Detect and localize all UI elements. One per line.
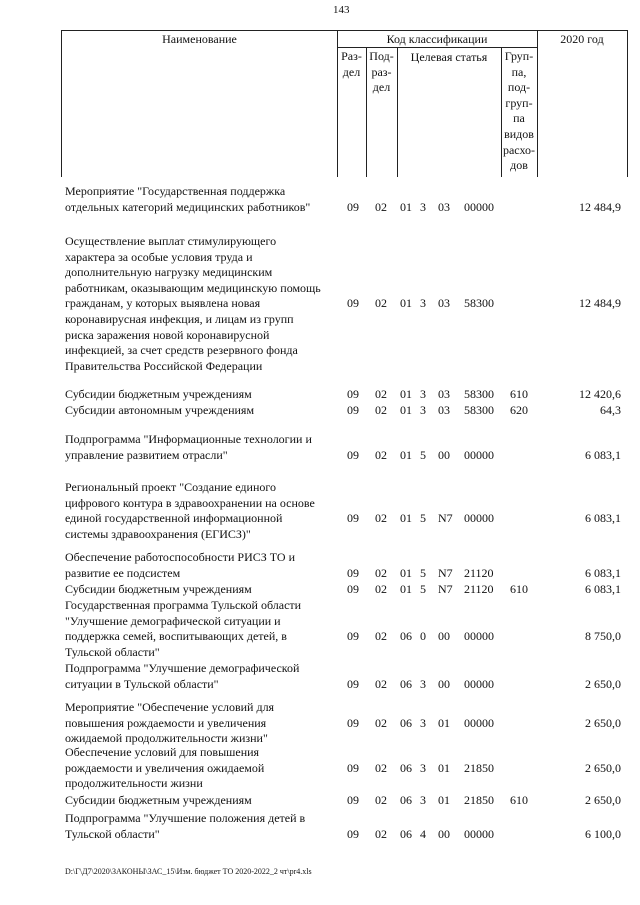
row-code-c2: 5 <box>420 447 426 462</box>
row-code-c4: 21120 <box>464 565 494 580</box>
header-podrazdel <box>366 49 397 96</box>
row-code-c3: N7 <box>438 511 453 526</box>
header-razdel-line: Раз- <box>341 49 362 63</box>
row-amount: 6 083,1 <box>585 447 621 462</box>
row-code-pr: 02 <box>375 403 387 417</box>
row-code-rz: 09 <box>347 793 359 807</box>
row-code-c1: 06 <box>400 676 412 691</box>
header-group-line: дов <box>510 158 528 173</box>
row-code-c1: 01 <box>400 199 412 214</box>
row-code-c2: 5 <box>420 565 426 580</box>
header-group-line: Груп- <box>504 49 534 63</box>
header-group-line: под- <box>507 80 531 95</box>
row-code-c2: 4 <box>420 826 426 841</box>
table-row <box>0 234 640 374</box>
header-group-line: па, <box>511 64 527 79</box>
row-code-c3: N7 <box>438 582 453 596</box>
row-amount: 2 650,0 <box>585 715 621 730</box>
row-code-c1: 01 <box>400 511 412 526</box>
row-name: Осуществление выплат стимулирующего характера за особые условия труда и дополнительную нагрузку медицинским работникам, оказывающим медицинскую помощь гражданам, у которых выявлена новая коронавирусная инфекция, и лицам из групп риска заражения новой коронавирусной инфекцией, за счет средств резервного фонда Правительства Российской Федерации <box>65 234 321 373</box>
row-code-pr: 02 <box>375 565 387 580</box>
row-code-c4: 00000 <box>464 511 494 526</box>
row-code-rz: 09 <box>347 403 359 417</box>
row-code-c3: 03 <box>438 296 450 311</box>
row-amount: 2 650,0 <box>585 676 621 691</box>
row-code-pr: 02 <box>375 511 387 526</box>
row-code-c1: 06 <box>400 826 412 841</box>
row-name: Обеспечение условий для повышения рождаемости и увеличения ожидаемой продолжительности жизни <box>65 745 265 791</box>
row-amount: 2 650,0 <box>585 793 621 807</box>
row-code-c4: 21850 <box>464 793 494 807</box>
row-amount: 64,3 <box>600 403 621 417</box>
row-code-c2: 5 <box>420 511 426 526</box>
row-amount: 8 750,0 <box>585 629 621 644</box>
row-code-rz: 09 <box>347 387 359 401</box>
row-code-pr: 02 <box>375 793 387 807</box>
row-code-c3: 03 <box>438 199 450 214</box>
row-code-rz: 09 <box>347 582 359 596</box>
row-name: Субсидии автономным учреждениям <box>65 403 255 417</box>
row-code-c2: 3 <box>420 715 426 730</box>
row-code-c3: 00 <box>438 447 450 462</box>
row-code-c2: 3 <box>420 403 426 417</box>
row-code-c3: 03 <box>438 403 450 417</box>
page-number: 143 <box>333 4 350 16</box>
header-code: Код классификации <box>386 32 488 46</box>
header-group <box>501 49 537 174</box>
row-code-vr: 610 <box>510 582 528 596</box>
header-razdel <box>337 49 366 80</box>
row-code-vr: 610 <box>510 793 528 807</box>
row-name: Субсидии бюджетным учреждениям <box>65 387 252 401</box>
row-code-vr: 610 <box>510 387 528 401</box>
row-code-rz: 09 <box>347 715 359 730</box>
row-amount: 2 650,0 <box>585 760 621 775</box>
row-code-rz: 09 <box>347 199 359 214</box>
row-code-rz: 09 <box>347 447 359 462</box>
row-code-pr: 02 <box>375 582 387 596</box>
table-row <box>0 598 640 660</box>
row-code-c3: 01 <box>438 793 450 807</box>
table-row <box>0 184 640 215</box>
row-amount: 12 484,9 <box>579 199 621 214</box>
header-podrazdel-line: дел <box>372 80 391 95</box>
row-code-pr: 02 <box>375 387 387 401</box>
row-code-c3: N7 <box>438 565 453 580</box>
row-amount: 6 083,1 <box>585 511 621 526</box>
row-code-pr: 02 <box>375 760 387 775</box>
header-target: Целевая статья <box>410 50 488 64</box>
row-code-c4: 58300 <box>464 387 494 401</box>
row-code-pr: 02 <box>375 629 387 644</box>
header-razdel-line: дел <box>342 64 361 79</box>
row-code-c4: 00000 <box>464 447 494 462</box>
row-code-c2: 3 <box>420 793 426 807</box>
row-name: Подпрограмма "Улучшение положения детей в Тульской области" <box>65 811 306 841</box>
row-code-rz: 09 <box>347 629 359 644</box>
table-row <box>0 811 640 842</box>
table-row <box>0 700 640 747</box>
table-header <box>61 30 628 177</box>
row-code-pr: 02 <box>375 826 387 841</box>
row-code-rz: 09 <box>347 676 359 691</box>
row-code-c1: 06 <box>400 793 412 807</box>
row-amount: 12 484,9 <box>579 296 621 311</box>
row-name: Субсидии бюджетным учреждениям <box>65 582 252 596</box>
row-name: Обеспечение работоспособности РИСЗ ТО и развитие ее подсистем <box>65 550 296 580</box>
row-code-c3: 01 <box>438 715 450 730</box>
row-code-c2: 3 <box>420 387 426 401</box>
row-name: Мероприятие "Обеспечение условий для повышения рождаемости и увеличения ожидаемой продолжительности жизни" <box>65 700 275 746</box>
row-code-pr: 02 <box>375 676 387 691</box>
row-code-c3: 01 <box>438 760 450 775</box>
row-code-c4: 58300 <box>464 296 494 311</box>
header-divider <box>397 47 398 177</box>
row-code-rz: 09 <box>347 296 359 311</box>
header-divider <box>627 31 628 177</box>
table-row <box>0 745 640 792</box>
row-code-c1: 01 <box>400 447 412 462</box>
header-divider <box>537 31 538 177</box>
row-code-rz: 09 <box>347 760 359 775</box>
row-code-c1: 01 <box>400 565 412 580</box>
row-code-c2: 3 <box>420 760 426 775</box>
row-name: Подпрограмма "Информационные технологии и управление развитием отрасли" <box>65 432 312 462</box>
row-code-c2: 5 <box>420 582 426 596</box>
row-code-c2: 3 <box>420 296 426 311</box>
row-code-c4: 21850 <box>464 760 494 775</box>
header-podrazdel-line: Под- <box>369 49 394 63</box>
file-path-footer: D:\Г\Д7\2020\ЗАКОНЫ\ЗАС_15\Изм. бюджет ТО 2020-2022_2 чт\pr4.xls <box>65 867 312 876</box>
table-row <box>0 387 640 403</box>
row-code-c1: 01 <box>400 403 412 417</box>
table-row <box>0 432 640 463</box>
header-podrazdel-line: раз- <box>371 64 392 79</box>
table-row <box>0 582 640 598</box>
row-code-rz: 09 <box>347 511 359 526</box>
table-row <box>0 480 640 542</box>
row-code-c3: 00 <box>438 826 450 841</box>
row-code-c1: 01 <box>400 582 412 596</box>
row-code-c4: 58300 <box>464 403 494 417</box>
row-code-rz: 09 <box>347 826 359 841</box>
table-row <box>0 793 640 809</box>
row-code-c4: 00000 <box>464 199 494 214</box>
header-group-line: расхо- <box>502 142 536 157</box>
row-code-c1: 06 <box>400 715 412 730</box>
table-row <box>0 403 640 419</box>
row-code-c1: 06 <box>400 629 412 644</box>
row-name: Подпрограмма "Улучшение демографической ситуации в Тульской области" <box>65 661 300 691</box>
row-code-c3: 03 <box>438 387 450 401</box>
row-code-c2: 3 <box>420 676 426 691</box>
header-year: 2020 год <box>560 32 604 46</box>
row-code-c3: 00 <box>438 676 450 691</box>
row-name: Мероприятие "Государственная поддержка отдельных категорий медицинских работников" <box>65 184 311 214</box>
table-row <box>0 661 640 692</box>
row-code-c4: 00000 <box>464 629 494 644</box>
row-name: Субсидии бюджетным учреждениям <box>65 793 252 807</box>
header-name: Наименование <box>162 32 237 46</box>
row-code-pr: 02 <box>375 199 387 214</box>
row-code-rz: 09 <box>347 565 359 580</box>
row-name: Государственная программа Тульской области "Улучшение демографической ситуации и поддержка семей, воспитывающих детей, в Тульской области" <box>65 598 302 659</box>
row-amount: 6 100,0 <box>585 826 621 841</box>
table-row <box>0 550 640 581</box>
row-code-c2: 3 <box>420 199 426 214</box>
row-code-c2: 0 <box>420 629 426 644</box>
row-name: Региональный проект "Создание единого цифрового контура в здравоохранении на основе единой государственной информационной системы здравоохранения (ЕГИСЗ)" <box>65 480 315 541</box>
header-group-line: па <box>513 111 525 126</box>
row-code-c1: 01 <box>400 387 412 401</box>
row-code-c3: 00 <box>438 629 450 644</box>
row-amount: 6 083,1 <box>585 565 621 580</box>
row-code-pr: 02 <box>375 296 387 311</box>
row-code-c1: 06 <box>400 760 412 775</box>
row-code-pr: 02 <box>375 447 387 462</box>
row-code-c4: 00000 <box>464 676 494 691</box>
header-group-line: видов <box>504 126 534 141</box>
header-group-line: груп- <box>505 95 533 110</box>
row-code-pr: 02 <box>375 715 387 730</box>
row-code-vr: 620 <box>510 403 528 417</box>
row-amount: 6 083,1 <box>585 582 621 596</box>
row-code-c4: 21120 <box>464 582 494 596</box>
row-code-c1: 01 <box>400 296 412 311</box>
row-code-c4: 00000 <box>464 715 494 730</box>
row-code-c4: 00000 <box>464 826 494 841</box>
row-amount: 12 420,6 <box>579 387 621 401</box>
